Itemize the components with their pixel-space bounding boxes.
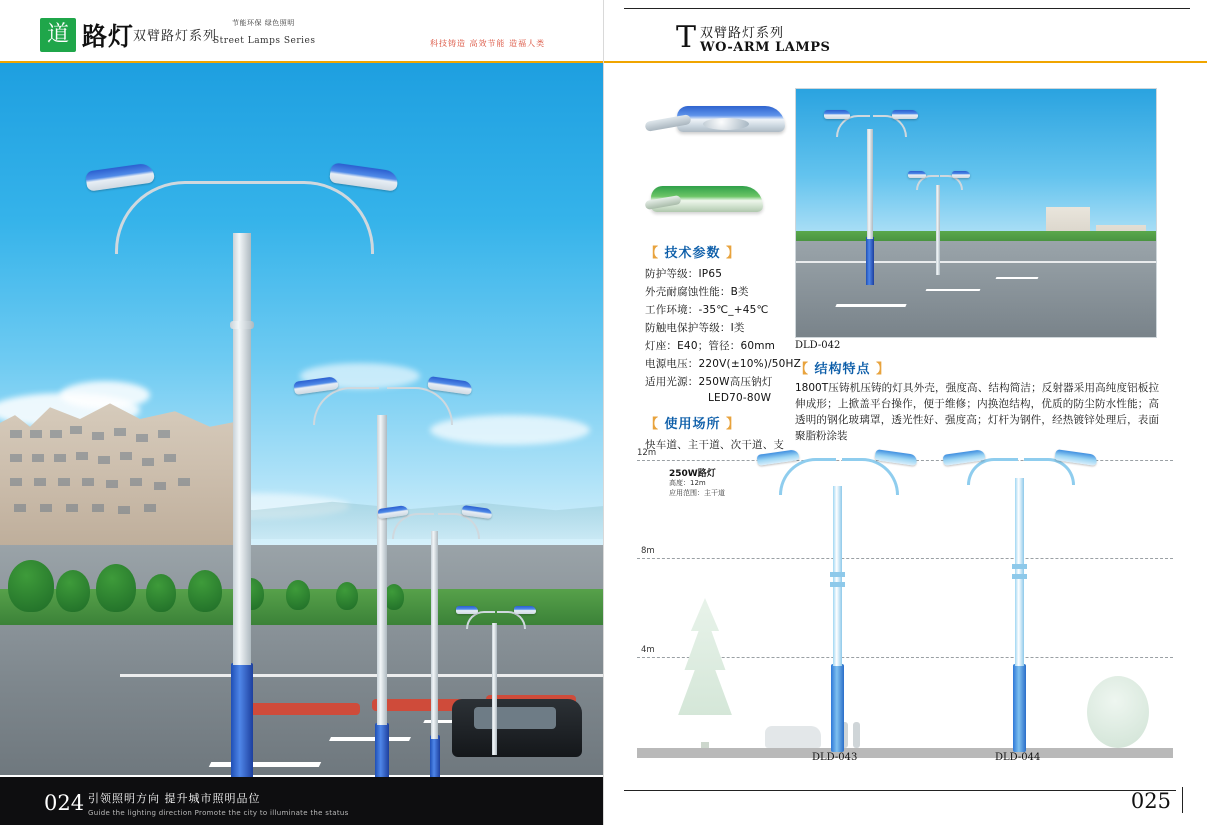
structure-heading (795, 358, 890, 377)
bracket-right: 】 (876, 362, 891, 377)
right-footer-tick (1182, 787, 1183, 813)
axis-label-12m: 12m (637, 448, 657, 458)
spec-line: 电源电压：220V(±10%)/50HZ (645, 358, 802, 370)
structure-title: 结构特点 (814, 362, 871, 377)
cloud (60, 381, 150, 409)
series-name-cn: 双臂路灯系列 (133, 29, 218, 44)
bracket-right: 】 (726, 417, 741, 432)
page-number-right: 025 (1130, 789, 1171, 813)
diagram-caption-2: DLD-044 (995, 752, 1041, 763)
left-footer (0, 777, 604, 825)
product-render-green-lamp (645, 180, 775, 224)
axis-label-8m: 8m (641, 546, 655, 556)
series-name-en: Street Lamps Series (213, 36, 316, 46)
cloud (430, 415, 590, 445)
spec-line: 外壳耐腐蚀性能：B类 (645, 286, 749, 298)
lane-marking (329, 737, 411, 741)
brand-logo (40, 18, 76, 52)
footer-slogan-en: Guide the lighting direction Promote the city to illuminate the status (88, 809, 349, 817)
axis-label-4m: 4m (641, 645, 655, 655)
dimension-diagram (637, 448, 1173, 770)
series-tagline-cn: 节能环保 绿色照明 (232, 19, 295, 27)
scale-person (853, 722, 860, 748)
bracket-left: 【 (645, 246, 660, 261)
diagram-caption-1: DLD-043 (812, 752, 858, 763)
footer-slogan-cn: 引领照明方向 提升城市照明品位 (88, 792, 261, 805)
tree-illustration (673, 598, 737, 748)
guide-line-8m (637, 558, 1173, 559)
bracket-left: 【 (645, 417, 660, 432)
diagram-note-line: 高度：12m (669, 479, 706, 487)
spec-line: 防触电保护等级：Ⅰ类 (645, 322, 745, 334)
spec-line: 适用光源：250W高压钠灯 (645, 376, 773, 388)
right-title-en: WO-ARM LAMPS (700, 40, 831, 55)
drop-cap: T (676, 20, 697, 55)
car (452, 699, 582, 757)
scene-caption: DLD-042 (795, 340, 841, 351)
tech-params-heading (645, 242, 740, 261)
left-header (0, 0, 604, 62)
scale-car (765, 726, 821, 748)
diagram-note-title: 250W路灯 (669, 469, 716, 479)
product-render-blue-lamp (645, 92, 785, 152)
usage-title: 使用场所 (664, 417, 721, 432)
usage-heading (645, 413, 740, 432)
right-footer (604, 777, 1207, 825)
tech-params-title: 技术参数 (664, 246, 721, 261)
structure-text: 1800T压铸机压铸的灯具外壳，强度高、结构简洁；反射器采用高纯度铝板拉伸成形；上掀盖平台操作，便于维修；内换泡结构，优质的防尘防水性能；高透明的钢化玻璃罩，透光性好、强度高；灯杆为钢件，经热镀锌处理后，表面聚脂粉涂装 (795, 382, 1159, 442)
spec-line: 防护等级：IP65 (645, 268, 723, 280)
spec-line: 工作环境：-35℃_+45℃ (645, 304, 769, 316)
lane-edge-line (120, 674, 604, 677)
right-title-cn: 双臂路灯系列 (700, 26, 785, 41)
ground-line (637, 748, 1173, 758)
right-accent-rule (604, 61, 1207, 63)
lane-marking (209, 762, 321, 767)
right-top-rule (624, 8, 1190, 9)
left-hero-photo (0, 63, 604, 775)
application-scene-photo (795, 88, 1157, 338)
bracket-left: 【 (795, 362, 810, 377)
spec-line: LED70-80W (708, 392, 772, 404)
logo-glyph: 道 (46, 22, 69, 47)
bracket-right: 】 (726, 246, 741, 261)
left-page (0, 0, 604, 825)
right-footer-rule (624, 790, 1176, 791)
spec-line: 灯座：E40；管径：60mm (645, 340, 776, 352)
brand-name: 路灯 (82, 22, 135, 51)
bush-illustration (1087, 676, 1149, 748)
usage-line: 快车道、主干道、次干道、支 (645, 439, 785, 451)
page-number-left: 024 (44, 791, 85, 815)
flower-median (240, 703, 360, 715)
header-tags: 科技铸造 高效节能 造福人类 (430, 39, 546, 48)
diagram-note-line: 应用范围：主干道 (669, 489, 725, 497)
